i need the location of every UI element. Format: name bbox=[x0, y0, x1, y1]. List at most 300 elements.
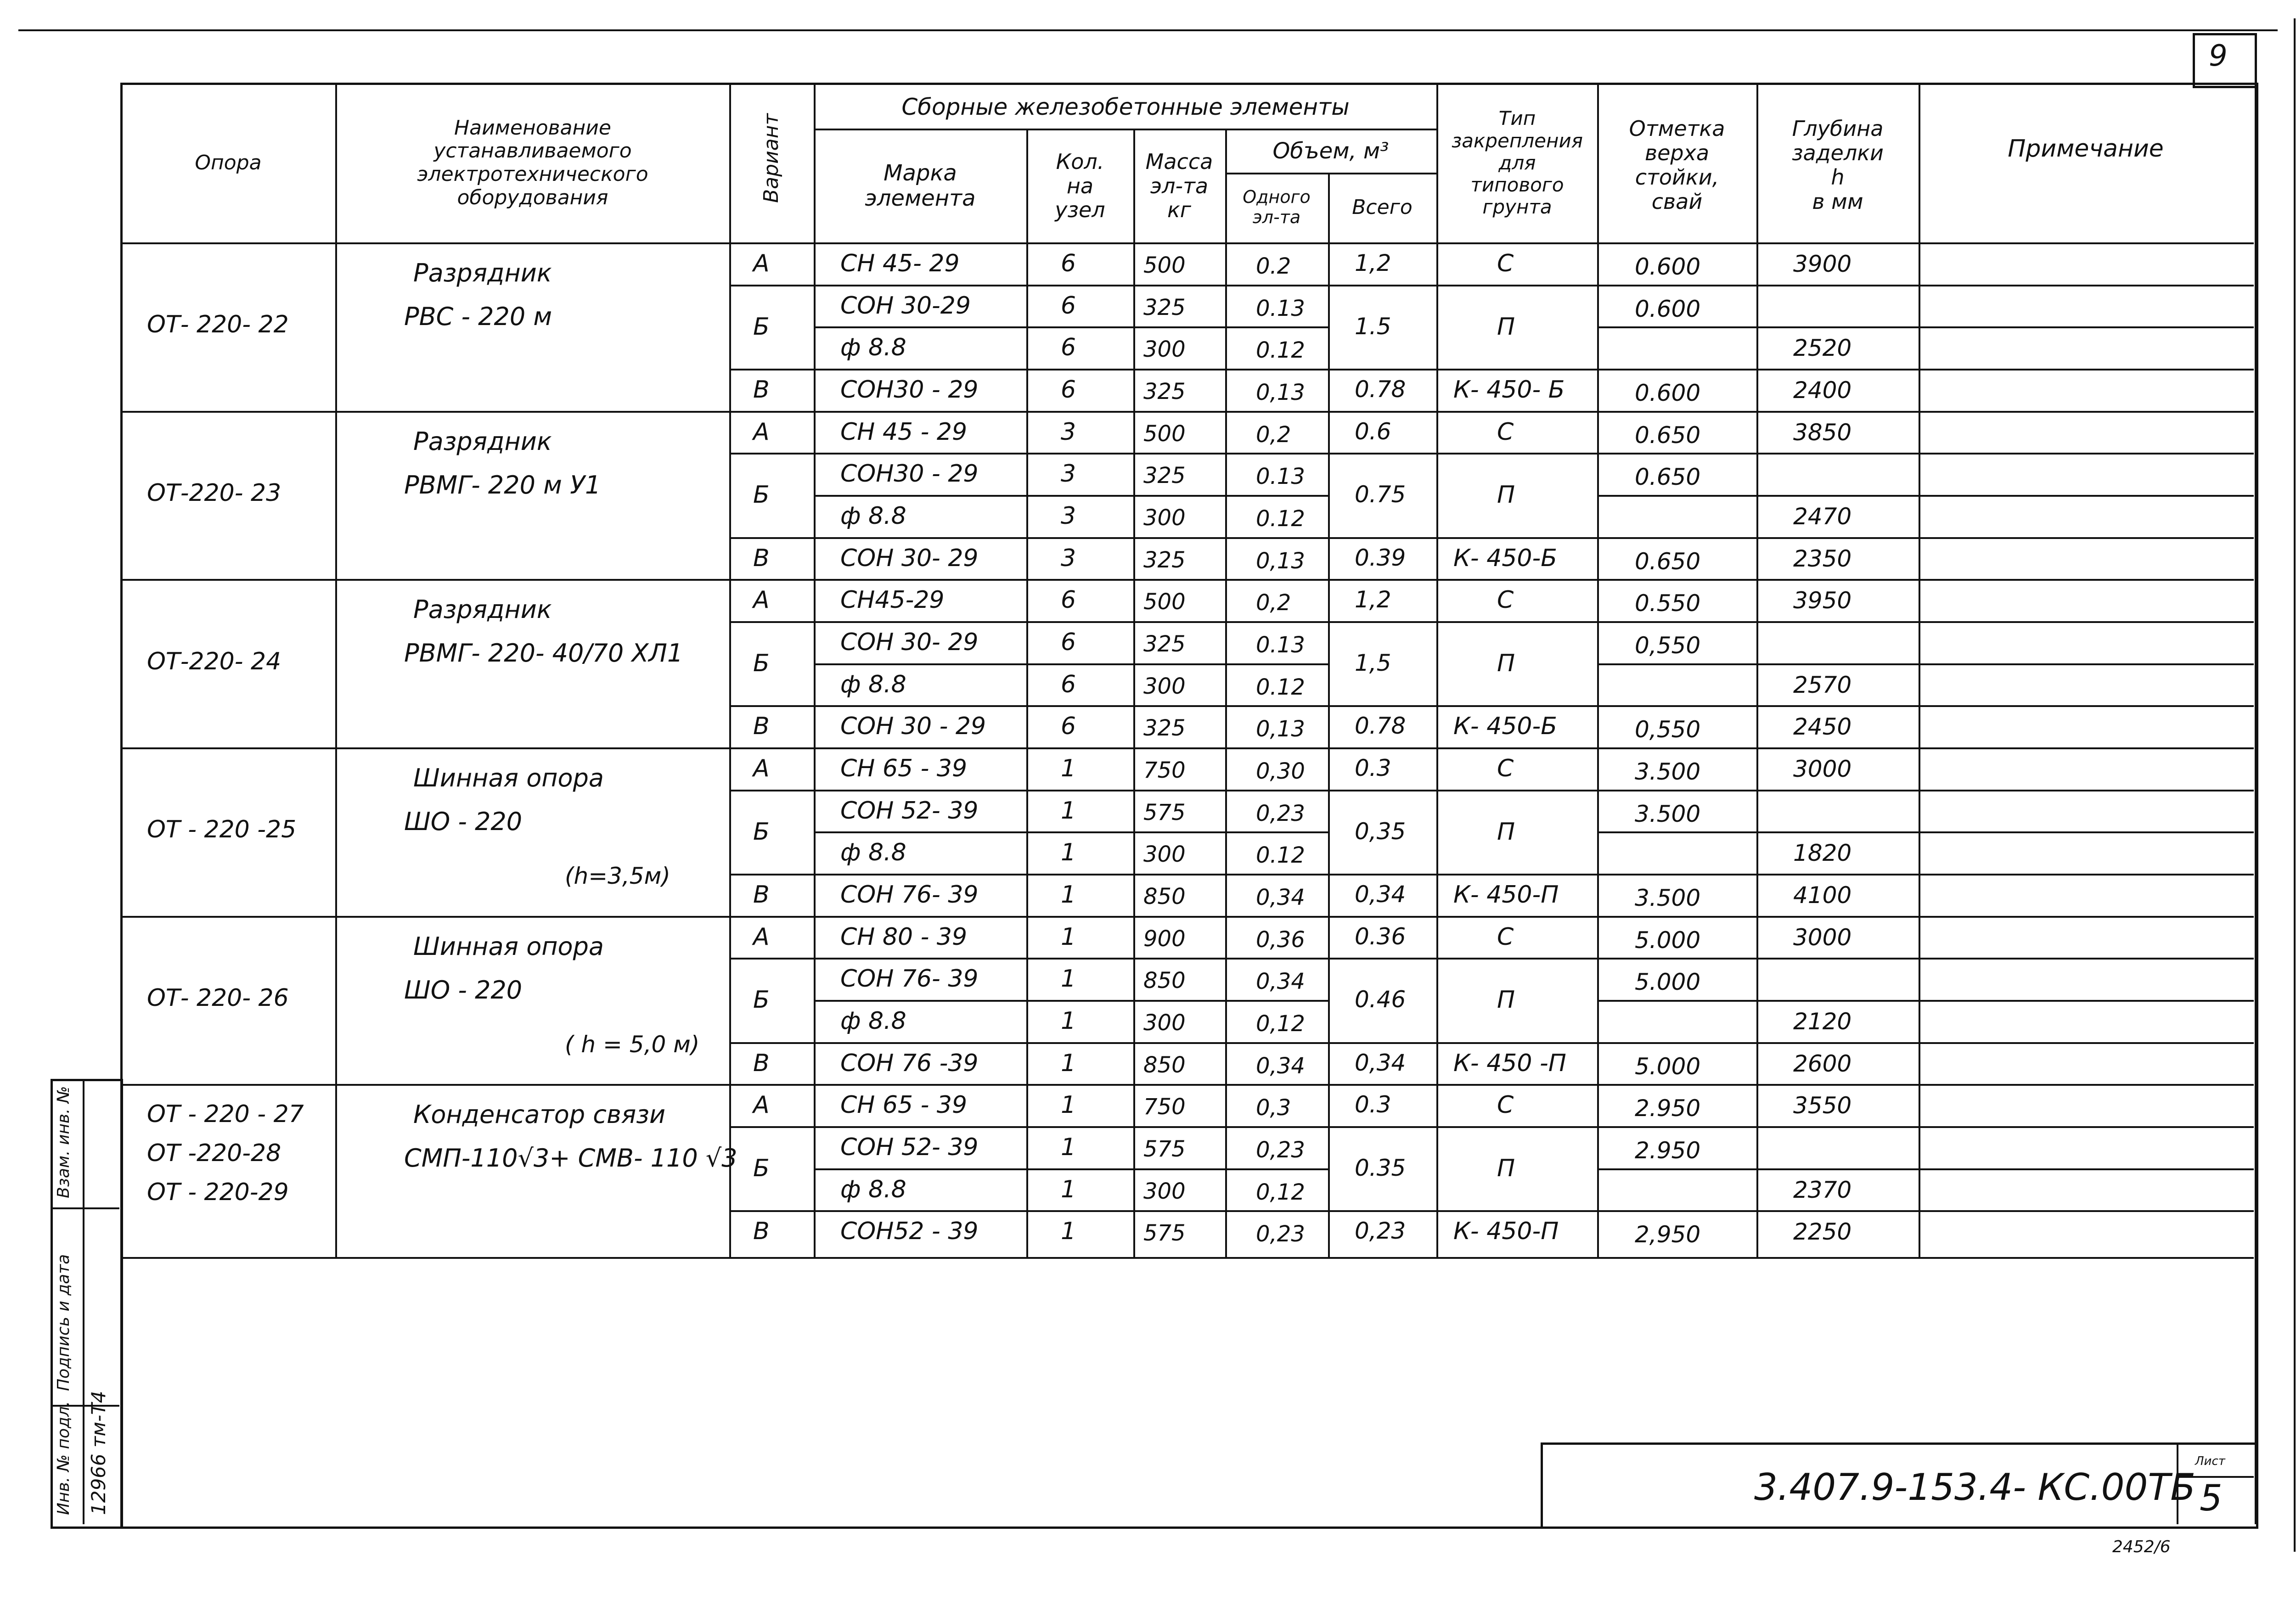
col-line bbox=[814, 83, 816, 1258]
element-mass: 325 bbox=[1143, 631, 1186, 657]
header-primechanie bbox=[1920, 87, 2251, 211]
row-divider bbox=[1597, 453, 2254, 455]
row-divider bbox=[1597, 369, 2254, 370]
element-volume-one: 0,23 bbox=[1256, 1221, 1305, 1247]
equipment-label: РВМГ- 220 м У1 bbox=[404, 470, 601, 499]
soil-type: С bbox=[1497, 418, 1514, 446]
element-volume-one: 0,2 bbox=[1256, 590, 1291, 616]
soil-type: К- 450-П bbox=[1453, 1218, 1559, 1246]
element-volume-one: 0.12 bbox=[1256, 506, 1305, 532]
row-divider bbox=[1328, 1042, 1597, 1044]
element-mark: СН 65 - 39 bbox=[840, 755, 968, 783]
table-bottom-line bbox=[120, 1257, 2254, 1259]
element-volume-total: 0.3 bbox=[1355, 1091, 1391, 1118]
group-divider bbox=[120, 579, 2254, 581]
embed-depth: 2350 bbox=[1793, 545, 1852, 572]
row-divider bbox=[729, 790, 814, 791]
soil-type: К- 450- Б bbox=[1453, 376, 1565, 404]
row-divider bbox=[814, 285, 1328, 286]
top-elevation: 2.950 bbox=[1635, 1095, 1701, 1122]
variant-label: А bbox=[753, 1091, 770, 1119]
side-stamp-inv-podl: Инв. № подл. bbox=[54, 1401, 73, 1515]
col-line bbox=[335, 83, 337, 1258]
equipment-label: РВС - 220 м bbox=[404, 302, 552, 331]
soil-type: К- 450-Б bbox=[1453, 544, 1557, 572]
equipment-label: Разрядник bbox=[413, 595, 552, 624]
element-count: 1 bbox=[1061, 881, 1076, 909]
element-volume-one: 0,34 bbox=[1256, 1053, 1305, 1079]
header-tip-line: грунта bbox=[1482, 196, 1552, 219]
element-mass: 325 bbox=[1143, 294, 1186, 320]
top-elevation: 3.500 bbox=[1635, 758, 1701, 786]
element-mark: СОН 76- 39 bbox=[840, 965, 979, 993]
row-divider bbox=[814, 453, 1328, 455]
header-primechanie-text: Примечание bbox=[2008, 135, 2164, 163]
header-otmetka-line: стойки, bbox=[1635, 165, 1719, 190]
row-divider bbox=[729, 958, 814, 960]
header-massa-line: эл-та bbox=[1150, 173, 1209, 198]
row-divider bbox=[814, 874, 1328, 875]
element-count: 6 bbox=[1061, 292, 1076, 320]
element-mark: СОН 52- 39 bbox=[840, 797, 979, 825]
row-divider bbox=[1328, 1210, 1597, 1212]
element-count: 1 bbox=[1061, 1134, 1076, 1162]
element-volume-total: 0.78 bbox=[1355, 713, 1406, 740]
embed-depth: 3000 bbox=[1793, 756, 1852, 783]
header-bottom-line bbox=[120, 242, 2254, 244]
soil-type: С bbox=[1497, 1091, 1514, 1119]
top-elevation: 0,550 bbox=[1635, 632, 1701, 659]
embed-depth: 3850 bbox=[1793, 419, 1852, 446]
equipment-label: ШО - 220 bbox=[404, 975, 523, 1005]
soil-type: П bbox=[1497, 649, 1515, 677]
element-volume-total: 0,34 bbox=[1355, 881, 1406, 908]
header-opora bbox=[122, 87, 334, 239]
header-glubina-line: Глубина bbox=[1792, 116, 1884, 141]
row-divider bbox=[1328, 790, 1597, 791]
element-mass: 500 bbox=[1143, 589, 1186, 615]
element-volume-total: 1,2 bbox=[1355, 586, 1391, 613]
header-obem bbox=[1227, 131, 1435, 172]
variant-label: Б bbox=[753, 986, 770, 1014]
element-mark: СН 45- 29 bbox=[840, 250, 960, 277]
header-subline bbox=[814, 129, 1436, 130]
header-glubina-line: h bbox=[1831, 165, 1845, 190]
header-odnogo-line: эл-та bbox=[1252, 207, 1301, 227]
row-divider bbox=[1328, 285, 1597, 286]
col-line bbox=[1919, 83, 1920, 1258]
header-obem-text: Объем, м³ bbox=[1272, 138, 1389, 164]
element-mass: 900 bbox=[1143, 926, 1186, 952]
embed-depth: 1820 bbox=[1793, 840, 1852, 867]
element-mark: СОН 30- 29 bbox=[840, 629, 979, 657]
header-glubina-line: заделки bbox=[1792, 140, 1884, 166]
header-equipment-line: Наименование bbox=[454, 116, 611, 140]
row-divider bbox=[1328, 958, 1597, 960]
element-count: 6 bbox=[1061, 586, 1076, 614]
row-divider bbox=[814, 790, 1328, 791]
header-tip-line: закрепления bbox=[1451, 129, 1583, 152]
element-mark: СОН52 - 39 bbox=[840, 1218, 979, 1246]
row-divider bbox=[729, 1042, 814, 1044]
row-divider bbox=[814, 831, 1328, 833]
top-elevation: 0.600 bbox=[1635, 295, 1701, 322]
element-count: 1 bbox=[1061, 1091, 1076, 1119]
soil-type: П bbox=[1497, 481, 1515, 509]
row-divider bbox=[814, 326, 1328, 328]
equipment-label: Шинная опора bbox=[413, 932, 604, 961]
element-mass: 575 bbox=[1143, 1136, 1186, 1162]
bottom-mark: 2452/6 bbox=[2112, 1538, 2171, 1556]
embed-depth: 2470 bbox=[1793, 503, 1852, 530]
row-divider bbox=[1328, 537, 1597, 539]
top-elevation: 5.000 bbox=[1635, 1053, 1701, 1080]
row-divider bbox=[1597, 958, 2254, 960]
row-divider bbox=[814, 1000, 1328, 1002]
col-line bbox=[1225, 129, 1227, 1258]
soil-type: К- 450 -П bbox=[1453, 1049, 1566, 1077]
variant-label: В bbox=[753, 544, 770, 572]
element-count: 3 bbox=[1061, 460, 1076, 488]
row-divider bbox=[1597, 1168, 2254, 1170]
element-mass: 750 bbox=[1143, 1094, 1186, 1120]
variant-label: Б bbox=[753, 818, 770, 846]
row-divider bbox=[729, 285, 814, 286]
row-divider bbox=[1328, 621, 1597, 623]
embed-depth: 2120 bbox=[1793, 1008, 1852, 1035]
opora-label: ОТ-220- 23 bbox=[147, 479, 281, 507]
row-divider bbox=[729, 1210, 814, 1212]
element-volume-total: 0.46 bbox=[1355, 986, 1406, 1013]
element-count: 6 bbox=[1061, 250, 1076, 277]
element-mass: 850 bbox=[1143, 1052, 1186, 1078]
element-mark: ф 8.8 bbox=[840, 839, 906, 867]
element-volume-one: 0,12 bbox=[1256, 1011, 1305, 1037]
soil-type: П bbox=[1497, 313, 1515, 341]
row-divider bbox=[814, 537, 1328, 539]
col-line bbox=[1133, 129, 1135, 1258]
header-kol bbox=[1028, 133, 1132, 239]
header-massa bbox=[1135, 133, 1223, 239]
side-stamp-divider bbox=[83, 1079, 84, 1524]
element-volume-one: 0,23 bbox=[1256, 800, 1305, 826]
equipment-note: ( h = 5,0 м) bbox=[565, 1031, 700, 1058]
variant-label: В bbox=[753, 1049, 770, 1077]
element-mass: 300 bbox=[1143, 842, 1186, 868]
element-mark: СОН 30-29 bbox=[840, 292, 971, 320]
element-count: 6 bbox=[1061, 376, 1076, 404]
element-volume-total: 1,2 bbox=[1355, 250, 1391, 276]
opora-label: ОТ - 220 -25 bbox=[147, 816, 297, 844]
element-mass: 325 bbox=[1143, 547, 1186, 573]
row-divider bbox=[1328, 874, 1597, 875]
element-volume-total: 0.36 bbox=[1355, 923, 1406, 950]
element-mass: 300 bbox=[1143, 1010, 1186, 1036]
header-tip-line: Тип bbox=[1498, 107, 1536, 130]
header-opora-text: Опора bbox=[195, 151, 262, 174]
element-mass: 325 bbox=[1143, 379, 1186, 404]
embed-depth: 3950 bbox=[1793, 587, 1852, 614]
element-mass: 300 bbox=[1143, 505, 1186, 531]
row-divider bbox=[1597, 285, 2254, 286]
row-divider bbox=[1328, 705, 1597, 707]
row-divider bbox=[1597, 874, 2254, 875]
element-mass: 300 bbox=[1143, 337, 1186, 363]
header-otmetka-line: верха bbox=[1644, 140, 1710, 166]
element-volume-total: 0.35 bbox=[1355, 1154, 1406, 1181]
row-divider bbox=[814, 621, 1328, 623]
embed-depth: 3900 bbox=[1793, 251, 1852, 277]
element-mark: СН 45 - 29 bbox=[840, 418, 968, 446]
soil-type: К- 450-П bbox=[1453, 881, 1559, 909]
opora-label: ОТ - 220-29 bbox=[147, 1178, 289, 1207]
header-marka-line: элемента bbox=[865, 185, 976, 211]
element-mass: 575 bbox=[1143, 1220, 1186, 1246]
side-stamp-vzam: Взам. инв. № bbox=[54, 1086, 73, 1198]
header-sbornye bbox=[816, 87, 1435, 128]
variant-label: А bbox=[753, 586, 770, 614]
group-divider bbox=[120, 747, 2254, 749]
variant-label: Б bbox=[753, 1154, 770, 1182]
equipment-label: Шинная опора bbox=[413, 763, 604, 793]
variant-label: В bbox=[753, 1218, 770, 1246]
col-line bbox=[1436, 83, 1438, 1258]
header-kol-line: узел bbox=[1055, 197, 1105, 223]
col-line bbox=[729, 83, 731, 1258]
top-elevation: 0.600 bbox=[1635, 253, 1701, 280]
row-divider bbox=[729, 537, 814, 539]
header-kol-line: на bbox=[1066, 173, 1094, 198]
row-divider bbox=[814, 663, 1328, 665]
top-elevation: 0.650 bbox=[1635, 421, 1701, 449]
row-divider bbox=[1597, 1126, 2254, 1128]
soil-type: П bbox=[1497, 1154, 1515, 1182]
element-mass: 750 bbox=[1143, 758, 1186, 784]
row-divider bbox=[1597, 831, 2254, 833]
sheet-label: Лист bbox=[2195, 1454, 2225, 1468]
element-count: 1 bbox=[1061, 1218, 1076, 1246]
header-subline bbox=[1225, 173, 1436, 174]
element-mass: 300 bbox=[1143, 673, 1186, 699]
embed-depth: 4100 bbox=[1793, 882, 1852, 909]
element-mass: 850 bbox=[1143, 968, 1186, 994]
row-divider bbox=[1597, 495, 2254, 497]
element-volume-total: 0.39 bbox=[1355, 544, 1406, 571]
element-volume-total: 1,5 bbox=[1355, 649, 1391, 676]
variant-label: А bbox=[753, 755, 770, 783]
element-volume-total: 0,34 bbox=[1355, 1049, 1406, 1076]
element-count: 3 bbox=[1061, 544, 1076, 572]
header-sbornye-text: Сборные железобетонные элементы bbox=[901, 94, 1350, 121]
embed-depth: 2450 bbox=[1793, 713, 1852, 741]
right-border-line bbox=[2294, 18, 2296, 1552]
header-tip bbox=[1438, 85, 1596, 241]
equipment-label: ШО - 220 bbox=[404, 807, 523, 836]
element-count: 3 bbox=[1061, 418, 1076, 446]
row-divider bbox=[814, 495, 1328, 497]
element-mass: 850 bbox=[1143, 884, 1186, 910]
element-volume-one: 0,36 bbox=[1256, 926, 1305, 953]
group-divider bbox=[120, 1084, 2254, 1086]
header-odnogo-line: Одного bbox=[1243, 187, 1311, 208]
element-count: 6 bbox=[1061, 334, 1076, 362]
opora-label: ОТ -220-28 bbox=[147, 1139, 281, 1167]
top-elevation: 2.950 bbox=[1635, 1137, 1701, 1164]
embed-depth: 2250 bbox=[1793, 1218, 1852, 1246]
variant-label: А bbox=[753, 923, 770, 951]
header-equipment-line: устанавливаемого bbox=[433, 139, 632, 163]
element-volume-one: 0.13 bbox=[1256, 632, 1305, 658]
element-mark: ф 8.8 bbox=[840, 1175, 906, 1203]
element-count: 6 bbox=[1061, 713, 1076, 741]
row-divider bbox=[1328, 1126, 1597, 1128]
row-divider bbox=[729, 369, 814, 370]
element-mark: СОН30 - 29 bbox=[840, 460, 979, 488]
header-kol-line: Кол. bbox=[1056, 149, 1104, 174]
element-volume-one: 0,30 bbox=[1256, 758, 1305, 785]
top-elevation: 5.000 bbox=[1635, 969, 1701, 996]
element-count: 1 bbox=[1061, 755, 1076, 783]
equipment-label: РВМГ- 220- 40/70 ХЛ1 bbox=[404, 639, 683, 668]
element-volume-total: 0.3 bbox=[1355, 755, 1391, 782]
variant-label: В bbox=[753, 881, 770, 909]
element-volume-total: 0.6 bbox=[1355, 418, 1391, 445]
row-divider bbox=[1328, 453, 1597, 455]
element-mark: ф 8.8 bbox=[840, 1007, 906, 1035]
header-marka bbox=[816, 133, 1025, 239]
soil-type: С bbox=[1497, 923, 1514, 951]
row-divider bbox=[729, 621, 814, 623]
row-divider bbox=[1597, 1210, 2254, 1212]
header-equipment bbox=[337, 87, 728, 239]
element-mass: 500 bbox=[1143, 421, 1186, 447]
element-count: 6 bbox=[1061, 629, 1076, 657]
top-elevation: 0,550 bbox=[1635, 716, 1701, 743]
element-mass: 325 bbox=[1143, 715, 1186, 741]
header-massa-line: кг bbox=[1167, 197, 1191, 223]
row-divider bbox=[814, 958, 1328, 960]
element-volume-one: 0,13 bbox=[1256, 548, 1305, 574]
embed-depth: 2400 bbox=[1793, 377, 1852, 404]
equipment-label: СМП-110√3+ СМВ- 110 √3 bbox=[404, 1144, 737, 1173]
header-tip-line: для bbox=[1498, 151, 1536, 174]
top-elevation: 5.000 bbox=[1635, 926, 1701, 954]
soil-type: К- 450-Б bbox=[1453, 713, 1557, 741]
top-elevation: 2,950 bbox=[1635, 1221, 1701, 1248]
element-volume-one: 0,12 bbox=[1256, 1179, 1305, 1205]
top-elevation: 0.600 bbox=[1635, 380, 1701, 406]
row-divider bbox=[814, 1126, 1328, 1128]
element-volume-total: 0,23 bbox=[1355, 1218, 1406, 1245]
element-mass: 500 bbox=[1143, 253, 1186, 278]
element-volume-one: 0.13 bbox=[1256, 295, 1305, 321]
header-glubina bbox=[1758, 92, 1917, 239]
element-mark: СОН 76 -39 bbox=[840, 1049, 979, 1077]
element-count: 1 bbox=[1061, 1049, 1076, 1077]
opora-label: ОТ-220- 24 bbox=[147, 647, 281, 675]
soil-type: П bbox=[1497, 986, 1515, 1014]
row-divider bbox=[729, 705, 814, 707]
row-divider bbox=[1597, 705, 2254, 707]
element-count: 3 bbox=[1061, 502, 1076, 530]
row-divider bbox=[1328, 369, 1597, 370]
embed-depth: 2370 bbox=[1793, 1176, 1852, 1203]
group-divider bbox=[120, 411, 2254, 413]
row-divider bbox=[814, 1168, 1328, 1170]
group-divider bbox=[120, 916, 2254, 918]
opora-label: ОТ - 220 - 27 bbox=[147, 1100, 304, 1128]
opora-label: ОТ- 220- 22 bbox=[147, 311, 289, 339]
element-volume-one: 0,13 bbox=[1256, 380, 1305, 405]
col-line bbox=[1026, 129, 1028, 1258]
row-divider bbox=[814, 369, 1328, 370]
sheet-number: 5 bbox=[2200, 1478, 2223, 1519]
row-divider bbox=[1597, 790, 2254, 791]
element-mark: СОН 76- 39 bbox=[840, 881, 979, 909]
header-variant: Вариант bbox=[760, 113, 783, 203]
header-massa-line: Масса bbox=[1145, 149, 1213, 174]
embed-depth: 3000 bbox=[1793, 924, 1852, 951]
element-volume-one: 0.12 bbox=[1256, 674, 1305, 700]
equipment-note: (h=3,5м) bbox=[565, 863, 670, 890]
header-vsego bbox=[1330, 176, 1435, 239]
top-border-line bbox=[18, 29, 2278, 31]
equipment-label: Разрядник bbox=[413, 258, 552, 287]
table-frame bbox=[120, 83, 2258, 1529]
side-stamp-divider bbox=[51, 1207, 119, 1209]
header-vsego-text: Всего bbox=[1352, 195, 1412, 219]
variant-label: В bbox=[753, 376, 770, 404]
element-volume-one: 0,34 bbox=[1256, 885, 1305, 911]
element-volume-one: 0.12 bbox=[1256, 337, 1305, 364]
element-volume-one: 0,3 bbox=[1256, 1095, 1291, 1121]
variant-label: Б bbox=[753, 313, 770, 341]
page-number: 9 bbox=[2209, 39, 2228, 73]
side-stamp-podpis: Подпись и дата bbox=[54, 1254, 73, 1391]
element-volume-total: 0.75 bbox=[1355, 481, 1406, 508]
header-otmetka-line: свай bbox=[1651, 189, 1703, 214]
element-mark: СОН 30 - 29 bbox=[840, 713, 986, 741]
element-mark: СН45-29 bbox=[840, 586, 945, 614]
row-divider bbox=[729, 874, 814, 875]
element-volume-total: 1.5 bbox=[1355, 313, 1391, 340]
element-volume-one: 0,23 bbox=[1256, 1137, 1305, 1163]
embed-depth: 2600 bbox=[1793, 1050, 1852, 1077]
element-count: 6 bbox=[1061, 670, 1076, 698]
element-volume-one: 0,13 bbox=[1256, 716, 1305, 742]
variant-label: Б bbox=[753, 481, 770, 509]
soil-type: С bbox=[1497, 250, 1514, 277]
soil-type: П bbox=[1497, 818, 1515, 846]
embed-depth: 2520 bbox=[1793, 335, 1852, 362]
header-glubina-line: в мм bbox=[1812, 189, 1863, 214]
variant-label: А bbox=[753, 418, 770, 446]
row-divider bbox=[1597, 1000, 2254, 1002]
element-mass: 325 bbox=[1143, 463, 1186, 489]
element-count: 1 bbox=[1061, 1175, 1076, 1203]
header-equipment-line: электротехнического bbox=[417, 163, 648, 186]
variant-label: В bbox=[753, 713, 770, 741]
top-elevation: 3.500 bbox=[1635, 800, 1701, 827]
element-mark: СН 65 - 39 bbox=[840, 1091, 968, 1119]
variant-label: А bbox=[753, 250, 770, 277]
row-divider bbox=[1597, 537, 2254, 539]
element-mark: ф 8.8 bbox=[840, 670, 906, 698]
element-mark: СОН 52- 39 bbox=[840, 1134, 979, 1162]
equipment-label: Разрядник bbox=[413, 427, 552, 456]
element-count: 1 bbox=[1061, 965, 1076, 993]
element-mark: СН 80 - 39 bbox=[840, 923, 968, 951]
